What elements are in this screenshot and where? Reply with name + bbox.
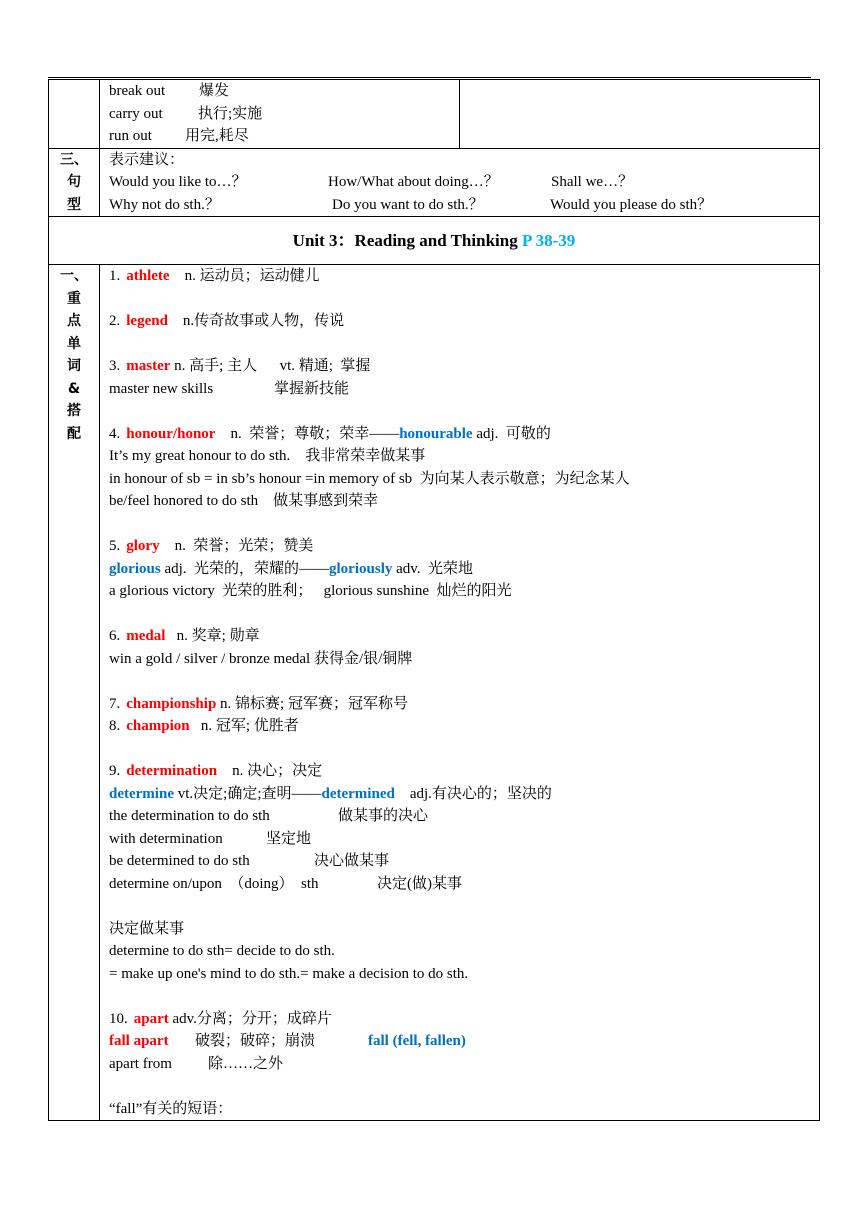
unit-header-row xyxy=(49,217,820,265)
suggestion-line: Why not do sth.？ Do you want to do sth.？ Would you please do sth？ xyxy=(109,196,713,213)
example-line: the determination to do sth 做某事的决心 xyxy=(109,808,429,824)
keyword: apart xyxy=(133,1010,169,1027)
phrases-category-cell xyxy=(49,80,100,149)
vocab-entry: 3. master n. 高手; 主人 vt. 精通; 掌握 xyxy=(109,358,371,374)
example-line: master new skills 掌握新技能 xyxy=(109,380,350,397)
sentence-content xyxy=(100,148,820,217)
sentence-category: 三、 句 型 xyxy=(49,148,100,217)
keyword: determination xyxy=(126,763,218,779)
keyword: champion xyxy=(126,718,190,734)
example-line: a glorious victory 光荣的胜利； glorious sunshine 灿烂的阳光 xyxy=(109,583,512,599)
derived-word: glorious xyxy=(109,560,161,577)
keyword: honour/honor xyxy=(126,425,216,442)
example-line: determine on/upon （doing） sth 决定(做)某事 xyxy=(109,875,462,892)
example-line: be/feel honored to do sth 做某事感到荣幸 xyxy=(109,493,379,509)
sub-heading: 决定做某事 xyxy=(109,920,185,937)
example-line: It’s my great honour to do sth. 我非常荣幸做某事 xyxy=(109,448,426,464)
derived-word: determined xyxy=(321,785,395,802)
keyword: legend xyxy=(126,313,168,329)
phrase-item: run out 用完,耗尽 xyxy=(109,128,249,144)
keyword: championship xyxy=(126,695,217,712)
derived-word: determine xyxy=(109,785,174,802)
vocab-entry: 4. honour/honor n. 荣誉；尊敬；荣幸——honourable adj. 可敬的 xyxy=(109,425,551,442)
example-line: with determination 坚定地 xyxy=(109,830,312,847)
vocab-content xyxy=(100,265,820,1121)
vocab-entry: 6. medal n. 奖章; 勋章 xyxy=(109,628,260,644)
example-line: be determined to do sth 决心做某事 xyxy=(109,853,390,869)
derivation-line: determine vt.决定;确定;查明——determined adj.有决心的；坚决的 xyxy=(109,785,552,802)
example-line: determine to do sth= decide to do sth. xyxy=(109,943,335,959)
example-line: apart from 除……之外 xyxy=(109,1055,284,1072)
vocab-category: 一、 重 点 单 词 & 搭 配 xyxy=(49,265,100,1121)
suggestion-heading: 表示建议： xyxy=(109,151,185,168)
phrase-item: carry out 执行;实施 xyxy=(109,105,263,122)
unit-title: Unit 3：Reading and Thinking P 38-39 xyxy=(49,217,820,265)
example-line: in honour of sb = in sb’s honour =in memory of sb 为向某人表示敬意；为纪念某人 xyxy=(109,470,630,487)
phrases-row xyxy=(49,80,820,149)
example-line: = make up one's mind to do sth.= make a decision to do sth. xyxy=(109,965,469,982)
phrases-cell xyxy=(100,80,460,149)
page-range: P 38-39 xyxy=(521,231,576,250)
vocab-row xyxy=(49,265,820,1121)
suggestion-line: Would you like to…？ How/What about doing…？ Shall we…？ xyxy=(109,174,634,190)
vocab-entry: 1. athlete n. 运动员；运动健儿 xyxy=(109,268,320,284)
derived-word: gloriously xyxy=(329,560,393,577)
sentence-row xyxy=(49,148,820,217)
keyword: master xyxy=(126,358,171,374)
top-rule xyxy=(48,77,811,78)
vocab-entry: 7. championship n. 锦标赛; 冠军赛；冠军称号 xyxy=(109,695,408,712)
example-line: win a gold / silver / bronze medal 获得金/银/铜牌 xyxy=(109,650,413,667)
vocab-entry: 8. champion n. 冠军; 优胜者 xyxy=(109,718,299,734)
keyword: glory xyxy=(126,538,160,554)
keyword: athlete xyxy=(126,268,170,284)
vocab-entry: 5. glory n. 荣誉；光荣；赞美 xyxy=(109,538,314,554)
vocab-entry: 2. legend n.传奇故事或人物，传说 xyxy=(109,313,345,329)
verb-forms: fall (fell, fallen) xyxy=(368,1033,466,1049)
notes-table xyxy=(48,79,820,1121)
phrase-item: break out 爆发 xyxy=(109,83,230,99)
sub-heading: “fall”有关的短语： xyxy=(109,1100,233,1117)
phrase-line: fall apart 破裂；破碎；崩溃 fall (fell, fallen) xyxy=(109,1030,815,1053)
derived-word: honourable xyxy=(399,425,473,442)
vocab-entry: 9. determination n. 决心；决定 xyxy=(109,763,323,779)
phrases-extra-cell xyxy=(460,80,820,149)
keyword: medal xyxy=(126,628,166,644)
derivation-line: glorious adj. 光荣的，荣耀的——gloriously adv. 光荣地 xyxy=(109,560,474,577)
vocab-entry: 10. apart adv.分离；分开；成碎片 xyxy=(109,1010,332,1027)
